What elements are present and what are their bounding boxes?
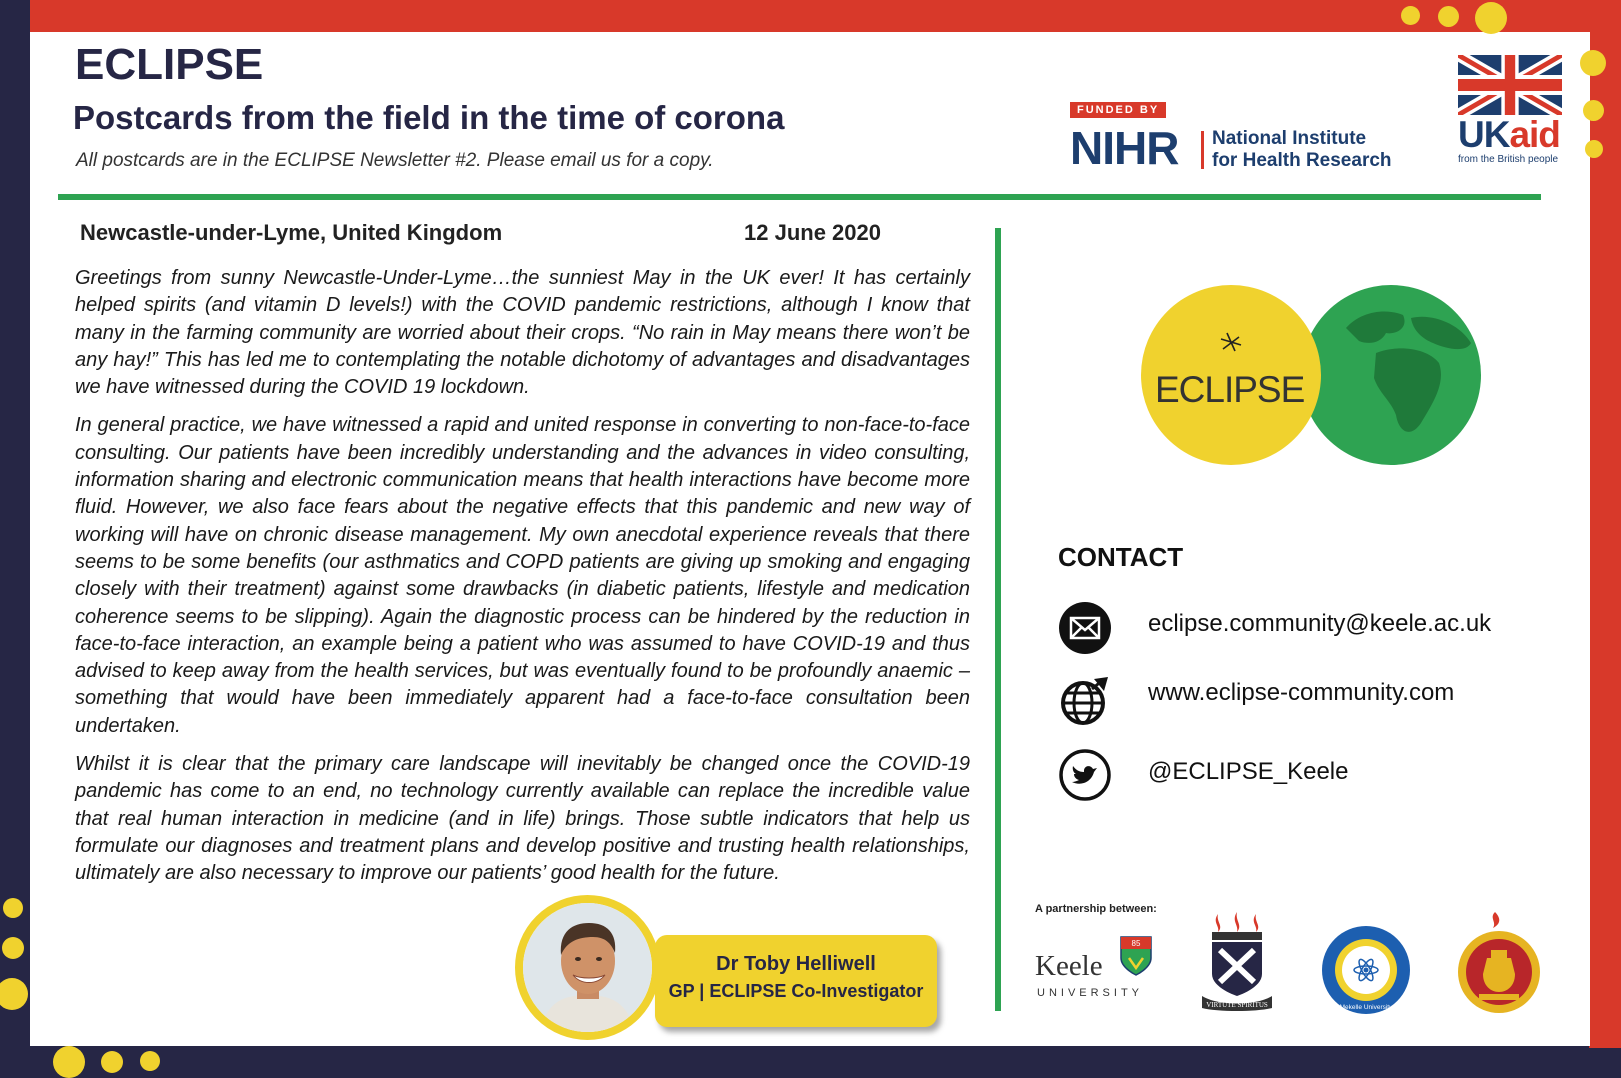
decor-dot: [1401, 6, 1420, 25]
top-red-band: [30, 0, 1621, 32]
decor-dot: [1438, 6, 1459, 27]
keele-crest-icon: [1120, 936, 1152, 976]
keele-subword: UNIVERSITY: [1037, 987, 1144, 999]
body-paragraph: Whilst it is clear that the primary care landscape will inevitably be changed once the COVID-19 pandemic has come to an end, no technology currently available can replace the incredible value that real human interaction in medicine (and in life) brings. Those subtle indicators that help us formulate our diagnoses and treatment plans and develop positive and trusting health relationships, ultimately are also necessary to improve our patients’ good health for the future.: [75, 753, 970, 885]
page-title: ECLIPSE: [75, 40, 264, 89]
svg-text:VIRTUTE SPIRITUS: VIRTUTE SPIRITUS: [1206, 1001, 1268, 1009]
nihr-full-name: National Institute for Health Research: [1212, 128, 1392, 171]
decor-dot: [3, 898, 23, 918]
contact-email-link[interactable]: eclipse.community@keele.ac.uk: [1148, 610, 1492, 637]
author-nameplate: [655, 935, 937, 1027]
mekelle-university-seal: [1321, 925, 1411, 1015]
column-divider: [995, 228, 1001, 1011]
svg-text:85: 85: [1131, 939, 1141, 948]
email-icon: [1058, 601, 1112, 655]
nihr-logo: [1070, 102, 1400, 174]
page-subtitle: Postcards from the field in the time of corona: [73, 99, 785, 136]
contact-website-link[interactable]: www.eclipse-community.com: [1148, 679, 1455, 706]
ufba-crest-icon: [1198, 912, 1276, 1012]
decor-dot: [1583, 100, 1604, 121]
decor-dot: [101, 1051, 123, 1073]
nihr-divider: [1201, 131, 1204, 169]
keele-university-logo: [1035, 932, 1155, 1002]
funded-by-badge: FUNDED BY: [1070, 102, 1166, 118]
ufba-crest: [1198, 912, 1276, 1012]
lanka-crest-icon: [1457, 910, 1541, 1018]
decor-dot: [1580, 50, 1606, 76]
body-paragraph: Greetings from sunny Newcastle-Under-Lyme…the sunniest May in the UK ever! It has certainly helped spirits (and vitamin D levels!) with the COVID pandemic restrictions, although I know that many in the farming community are worried about their crops. “No rain in May means there won’t be any hay!” This has led me to contemplating the notable dichotomy of advantages and disadvantages we have witnessed during the COVID 19 lockdown.: [75, 267, 970, 399]
contact-heading: CONTACT: [1058, 542, 1184, 572]
eclipse-logo-word: ECLIPSE: [1155, 369, 1305, 410]
mekelle-seal-icon: [1321, 925, 1411, 1015]
decor-dot: [1475, 2, 1507, 34]
decor-dot: [53, 1046, 85, 1078]
author-role: GP | ECLIPSE Co-Investigator: [668, 981, 924, 1001]
ukaid-wordmark: UKaid: [1458, 114, 1560, 155]
keele-wordmark: Keele: [1035, 950, 1103, 982]
decor-dot: [0, 978, 28, 1010]
author-name: Dr Toby Helliwell: [716, 953, 876, 975]
twitter-icon: [1058, 748, 1112, 802]
author-photo: [515, 895, 660, 1040]
decor-dot: [1585, 140, 1603, 158]
author-portrait-icon: [523, 903, 652, 1032]
decor-dot: [140, 1051, 160, 1071]
postcard-body: [75, 265, 970, 899]
postcard-location: Newcastle-under-Lyme, United Kingdom: [80, 220, 503, 245]
svg-text:Mekelle University: Mekelle University: [1339, 1004, 1393, 1011]
globe-icon: [1058, 673, 1112, 727]
body-paragraph: In general practice, we have witnessed a rapid and united response in converting to non-face-to-face consulting. Our patients have been incredibly understanding and the advances in video consulting, information sharing and electronic communication means that health interactions have become more fluid. However, we also face fears about the negative effects that this pandemic and new way of working will have on chronic disease management. My own anecdotal experience reveals that there seems to be some benefits (our asthmatics and COPD patients are giving up smoking and engaging closely with their treatment) against some drawbacks (in diabetic patients, lifestyle and medication coherence seems to be slipping). Again the diagnostic process can be hindered by the reduction in face-to-face interaction, an example being a patient who was assumed to have COVID-19 and thus advised to keep away from the health services, but was eventually found to be profoundly anaemic – something that would have been immediately apparent had a face-to-face consultation been undertaken.: [75, 414, 970, 737]
eclipse-logo: [1141, 283, 1481, 468]
union-flag-icon: [1458, 55, 1562, 115]
header-divider: [58, 194, 1541, 200]
ukaid-logo: [1458, 55, 1566, 165]
partnership-label: A partnership between:: [1035, 903, 1157, 915]
newsletter-note: All postcards are in the ECLIPSE Newsletter #2. Please email us for a copy.: [76, 150, 714, 171]
ukaid-tagline: from the British people: [1458, 154, 1559, 165]
postcard-date: 12 June 2020: [744, 220, 881, 245]
sri-lanka-university-crest: [1457, 910, 1541, 1018]
contact-twitter-link[interactable]: @ECLIPSE_Keele: [1148, 758, 1349, 785]
nihr-wordmark: NIHR: [1070, 122, 1179, 174]
decor-dot: [2, 937, 24, 959]
